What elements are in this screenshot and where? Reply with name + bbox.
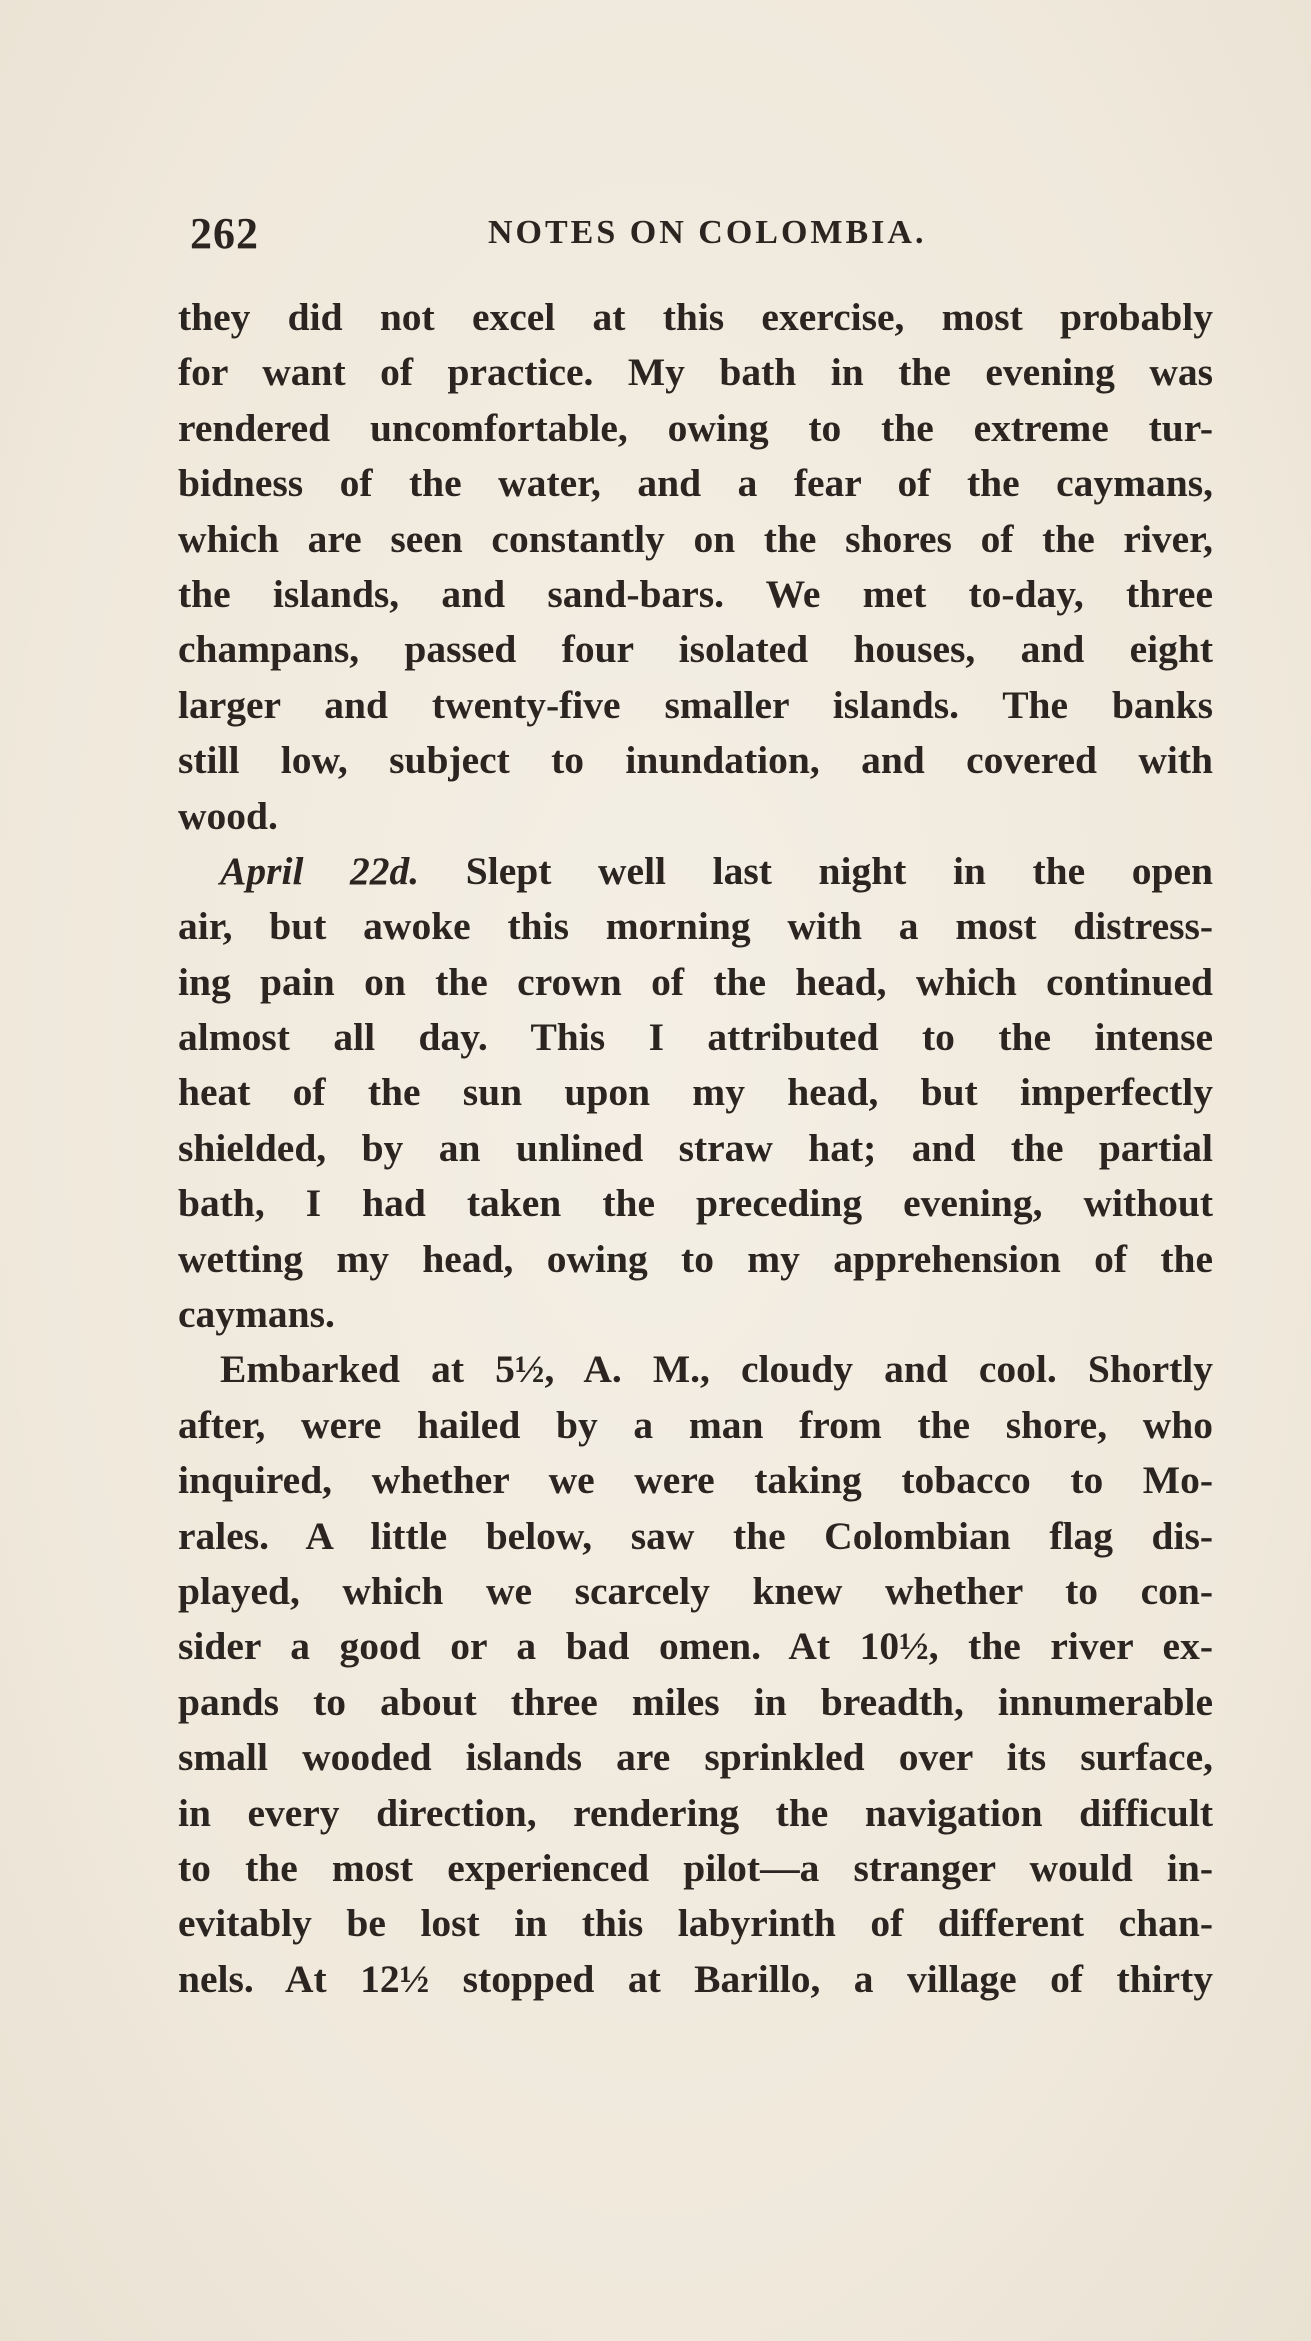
text-line: ing pain on the crown of the head, which continued bbox=[178, 959, 1213, 1004]
text-line: caymans. bbox=[178, 1292, 335, 1337]
text-line: Embarked at 5½, A. M., cloudy and cool. Shortly bbox=[220, 1347, 1213, 1392]
text-line: almost all day. This I attributed to the intense bbox=[178, 1015, 1213, 1060]
text-line: champans, passed four isolated houses, and eight bbox=[178, 627, 1213, 672]
text-line: small wooded islands are sprinkled over its surface, bbox=[178, 1735, 1213, 1780]
text-line: after, were hailed by a man from the shore, who bbox=[178, 1402, 1213, 1447]
text-line: played, which we scarcely knew whether to con- bbox=[178, 1568, 1213, 1613]
text-line: to the most experienced pilot—a stranger would in- bbox=[178, 1845, 1213, 1890]
page-number: 262 bbox=[190, 209, 259, 258]
dated-entry-line bbox=[178, 844, 1213, 899]
text-line: wood. bbox=[178, 793, 278, 838]
entry-date: April 22d. bbox=[220, 848, 420, 893]
text-line: larger and twenty-five smaller islands. The banks bbox=[178, 682, 1213, 727]
text-line: rales. A little below, saw the Colombian flag dis- bbox=[178, 1513, 1213, 1558]
text-line: nels. At 12½ stopped at Barillo, a village of thirty bbox=[178, 1956, 1213, 2001]
text-line: bath, I had taken the preceding evening, without bbox=[178, 1181, 1213, 1226]
page-header bbox=[190, 208, 1230, 268]
text-line: rendered uncomfortable, owing to the extreme tur- bbox=[178, 405, 1213, 450]
text-line: in every direction, rendering the navigation difficult bbox=[178, 1790, 1213, 1835]
text-line: bidness of the water, and a fear of the caymans, bbox=[178, 461, 1213, 506]
text-line: the islands, and sand-bars. We met to-day, three bbox=[178, 571, 1213, 616]
entry-text: Slept well last night in the open bbox=[465, 848, 1214, 893]
running-head: NOTES ON COLOMBIA. bbox=[488, 214, 927, 251]
text-line: heat of the sun upon my head, but imperfectly bbox=[178, 1070, 1213, 1115]
text-line: for want of practice. My bath in the evening was bbox=[178, 350, 1213, 395]
text-line: air, but awoke this morning with a most distress- bbox=[178, 904, 1213, 949]
text-line: wetting my head, owing to my apprehension of the bbox=[178, 1236, 1213, 1281]
body-text bbox=[178, 290, 1213, 2007]
text-line: pands to about three miles in breadth, innumerable bbox=[178, 1679, 1213, 1724]
text-line: which are seen constantly on the shores of the river, bbox=[178, 516, 1213, 561]
text-line: sider a good or a bad omen. At 10½, the river ex- bbox=[178, 1624, 1213, 1669]
text-line: shielded, by an unlined straw hat; and the partial bbox=[178, 1125, 1213, 1170]
text-line: still low, subject to inundation, and covered with bbox=[178, 738, 1213, 783]
text-line: inquired, whether we were taking tobacco to Mo- bbox=[178, 1458, 1213, 1503]
text-line: evitably be lost in this labyrinth of different chan- bbox=[178, 1901, 1213, 1946]
text-line: they did not excel at this exercise, most probably bbox=[178, 295, 1213, 339]
